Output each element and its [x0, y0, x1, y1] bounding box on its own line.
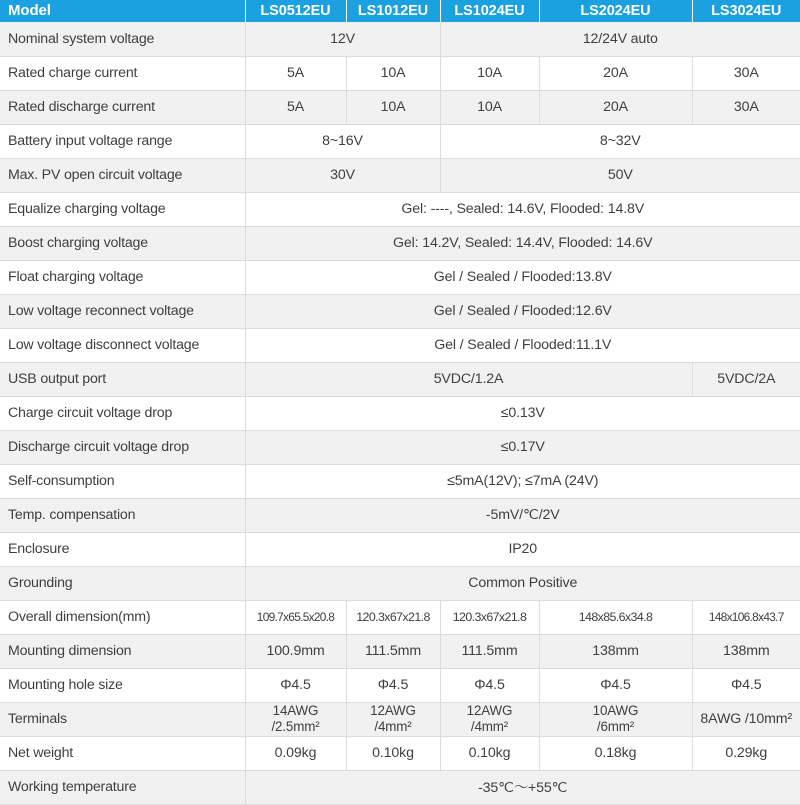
table-row	[0, 464, 800, 498]
row-label: Charge circuit voltage drop	[0, 396, 245, 430]
spec-value-line: /2.5mm²	[271, 719, 320, 734]
spec-value: Gel / Sealed / Flooded:11.1V	[245, 328, 800, 362]
spec-value: 0.18kg	[539, 736, 692, 770]
spec-value: 12V	[245, 22, 440, 56]
spec-value: 0.29kg	[692, 736, 800, 770]
spec-value: 111.5mm	[440, 634, 539, 668]
spec-value: 120.3x67x21.8	[346, 600, 440, 634]
table-body	[0, 22, 800, 804]
spec-value: 5A	[245, 56, 346, 90]
row-label: Mounting dimension	[0, 634, 245, 668]
header-model-2: LS1024EU	[440, 0, 539, 22]
spec-value: 20A	[539, 56, 692, 90]
table-row	[0, 396, 800, 430]
table-row	[0, 566, 800, 600]
spec-value: IP20	[245, 532, 800, 566]
row-label: Self-consumption	[0, 464, 245, 498]
spec-value: Common Positive	[245, 566, 800, 600]
spec-value: 148x106.8x43.7	[692, 600, 800, 634]
row-label: Net weight	[0, 736, 245, 770]
spec-value: 30V	[245, 158, 440, 192]
row-label: Low voltage disconnect voltage	[0, 328, 245, 362]
spec-value: Φ4.5	[440, 668, 539, 702]
spec-value: Gel: 14.2V, Sealed: 14.4V, Flooded: 14.6V	[245, 226, 800, 260]
spec-value: 12/24V auto	[440, 22, 800, 56]
table-row	[0, 192, 800, 226]
spec-value: Φ4.5	[346, 668, 440, 702]
table-header	[0, 0, 800, 22]
spec-value: 10A	[440, 90, 539, 124]
spec-value: 5A	[245, 90, 346, 124]
row-label: Float charging voltage	[0, 260, 245, 294]
header-model-4: LS3024EU	[692, 0, 800, 22]
row-label: Rated discharge current	[0, 90, 245, 124]
table-row	[0, 158, 800, 192]
table-row	[0, 498, 800, 532]
row-label: Overall dimension(mm)	[0, 600, 245, 634]
spec-value: 148x85.6x34.8	[539, 600, 692, 634]
spec-value: 8AWG /10mm²	[692, 702, 800, 736]
table-row	[0, 668, 800, 702]
table-row	[0, 736, 800, 770]
spec-value-line: /4mm²	[470, 719, 509, 734]
spec-value: 138mm	[539, 634, 692, 668]
spec-value: ≤5mA(12V); ≤7mA (24V)	[245, 464, 800, 498]
spec-value-line: 12AWG	[370, 703, 416, 718]
spec-value: 8~32V	[440, 124, 800, 158]
spec-value-line: 10AWG	[592, 703, 639, 718]
row-label: Low voltage reconnect voltage	[0, 294, 245, 328]
row-label: USB output port	[0, 362, 245, 396]
spec-value: Gel / Sealed / Flooded:12.6V	[245, 294, 800, 328]
spec-value-line: /4mm²	[374, 719, 412, 734]
spec-value-line: 12AWG	[466, 703, 513, 718]
spec-value-line: /6mm²	[596, 719, 635, 734]
spec-value: 50V	[440, 158, 800, 192]
row-label: Max. PV open circuit voltage	[0, 158, 245, 192]
row-label: Rated charge current	[0, 56, 245, 90]
spec-value: 30A	[692, 90, 800, 124]
header-model-1: LS1012EU	[346, 0, 440, 22]
spec-value: -35℃～+55℃	[245, 770, 800, 804]
spec-value: 120.3x67x21.8	[440, 600, 539, 634]
row-label: Temp. compensation	[0, 498, 245, 532]
spec-value: 10A	[440, 56, 539, 90]
table-row	[0, 430, 800, 464]
spec-value: 0.10kg	[346, 736, 440, 770]
table-row	[0, 56, 800, 90]
spec-value: 10A	[346, 90, 440, 124]
spec-value: 8~16V	[245, 124, 440, 158]
table-row	[0, 328, 800, 362]
row-label: Battery input voltage range	[0, 124, 245, 158]
row-label: Equalize charging voltage	[0, 192, 245, 226]
spec-value: 138mm	[692, 634, 800, 668]
spec-value: 10A	[346, 56, 440, 90]
spec-value: ≤0.13V	[245, 396, 800, 430]
header-model-0: LS0512EU	[245, 0, 346, 22]
table-row	[0, 702, 800, 736]
row-label: Nominal system voltage	[0, 22, 245, 56]
table-row	[0, 22, 800, 56]
spec-value: 20A	[539, 90, 692, 124]
spec-value-line: 14AWG	[272, 703, 319, 718]
table-row	[0, 532, 800, 566]
table-row	[0, 90, 800, 124]
spec-value: Φ4.5	[539, 668, 692, 702]
row-label: Mounting hole size	[0, 668, 245, 702]
spec-value: 30A	[692, 56, 800, 90]
spec-value	[539, 702, 692, 736]
spec-value	[245, 702, 346, 736]
table-row	[0, 124, 800, 158]
table-row	[0, 260, 800, 294]
spec-value: 0.10kg	[440, 736, 539, 770]
spec-value: Gel / Sealed / Flooded:13.8V	[245, 260, 800, 294]
spec-value: ≤0.17V	[245, 430, 800, 464]
table-row	[0, 226, 800, 260]
spec-value: 5VDC/1.2A	[245, 362, 692, 396]
header-model-3: LS2024EU	[539, 0, 692, 22]
table-row	[0, 294, 800, 328]
spec-value: 111.5mm	[346, 634, 440, 668]
table-row	[0, 362, 800, 396]
spec-value: -5mV/℃/2V	[245, 498, 800, 532]
header-row	[0, 0, 800, 22]
table-row	[0, 770, 800, 804]
spec-value	[346, 702, 440, 736]
spec-value: Φ4.5	[245, 668, 346, 702]
row-label: Grounding	[0, 566, 245, 600]
spec-value: 109.7x65.5x20.8	[245, 600, 346, 634]
row-label: Enclosure	[0, 532, 245, 566]
table-row	[0, 600, 800, 634]
row-label: Boost charging voltage	[0, 226, 245, 260]
spec-value: 0.09kg	[245, 736, 346, 770]
spec-value	[440, 702, 539, 736]
row-label: Working temperature	[0, 770, 245, 804]
row-label: Terminals	[0, 702, 245, 736]
spec-value: 100.9mm	[245, 634, 346, 668]
spec-value: Gel: ----, Sealed: 14.6V, Flooded: 14.8V	[245, 192, 800, 226]
header-model-label: Model	[0, 0, 245, 22]
spec-value: 5VDC/2A	[692, 362, 800, 396]
spec-value: Φ4.5	[692, 668, 800, 702]
row-label: Discharge circuit voltage drop	[0, 430, 245, 464]
table-row	[0, 634, 800, 668]
